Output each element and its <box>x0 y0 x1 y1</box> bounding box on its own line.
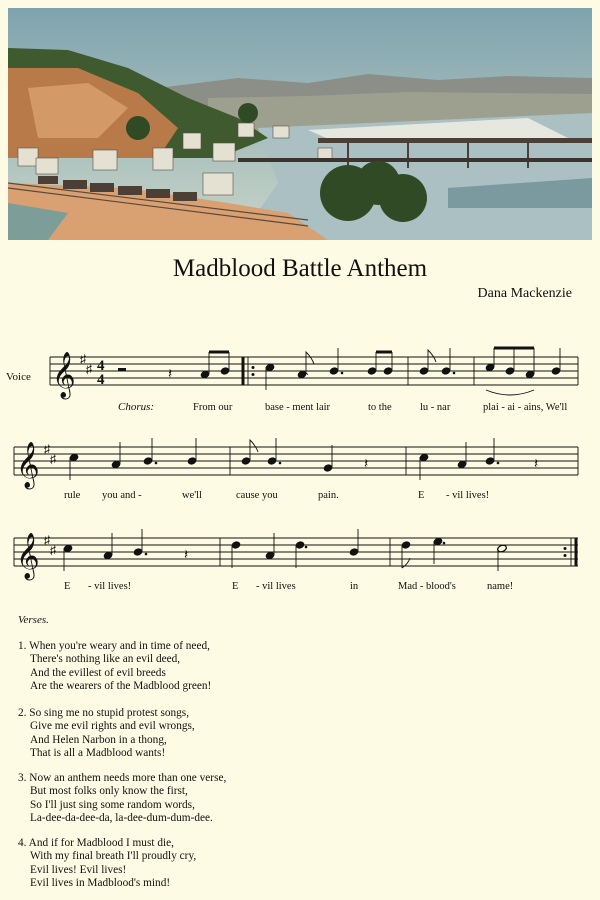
sharp-icon: ♯ <box>50 543 56 557</box>
time-signature-bottom: 4 <box>97 372 105 388</box>
quarter-rest: 𝄽 <box>364 457 369 472</box>
verse-line: And Helen Narbon in a thong, <box>30 733 167 746</box>
quarter-rest: 𝄽 <box>534 457 539 472</box>
lyric-syllable: E <box>232 581 239 592</box>
sharp-icon: ♯ <box>86 362 92 376</box>
note-group <box>231 529 359 568</box>
lyric-syllable: Mad - blood's <box>398 581 456 592</box>
verse-line: 4. And if for Madblood I must die, <box>18 837 174 849</box>
time-signature-top: 4 <box>97 358 105 374</box>
verse-1 <box>18 640 211 694</box>
note-group <box>419 438 499 480</box>
sharp-icon: ♯ <box>44 442 50 456</box>
verse-line: 1. When you're weary and in time of need, <box>18 640 210 652</box>
lyric-syllable: name! <box>487 581 514 592</box>
lyric-syllable: - vil lives! <box>88 581 132 592</box>
treble-clef-icon: 𝄞 <box>16 442 40 487</box>
half-rest <box>118 368 126 371</box>
sharp-icon: ♯ <box>80 352 86 366</box>
lyric-syllable: to the <box>368 402 392 413</box>
verse-line: So I'll just sing some random words, <box>30 798 195 811</box>
lyric-syllable: lu - nar <box>420 402 451 413</box>
sharp-icon: ♯ <box>50 452 56 466</box>
verse-line: And the evillest of evil breeds <box>30 666 166 679</box>
landscape-illustration <box>8 8 592 240</box>
treble-clef-icon: 𝄞 <box>52 352 76 397</box>
verse-3 <box>18 772 226 826</box>
note-group <box>485 348 561 395</box>
verse-line: 2. So sing me no stupid protest songs, <box>18 707 190 719</box>
verse-line: Are the wearers of the Madblood green! <box>30 680 212 693</box>
lyric-syllable: cause you <box>236 490 278 501</box>
note-group <box>200 352 230 379</box>
verses-heading: Verses. <box>18 614 49 626</box>
note-group <box>241 438 333 472</box>
lyric-syllable: in <box>350 581 359 592</box>
song-title: Madblood Battle Anthem <box>172 255 428 282</box>
quarter-rest: 𝄽 <box>184 548 189 563</box>
instrument-label: Voice <box>6 371 31 383</box>
lyric-syllable: plai - ai - ains, We'll <box>483 402 568 413</box>
note-group <box>63 529 147 571</box>
lyric-syllable: base - ment lair <box>265 402 331 413</box>
lyric-syllable: - vil lives! <box>446 490 490 501</box>
verse-line: La-dee-da-dee-da, la-dee-dum-dum-dee. <box>30 812 213 825</box>
lyric-syllable: E <box>418 490 425 501</box>
verse-line: Give me evil rights and evil wrongs, <box>30 720 195 733</box>
verse-2 <box>18 707 195 761</box>
lyric-syllable: From our <box>193 402 233 413</box>
note-group <box>265 348 393 390</box>
staff-1 <box>50 357 578 385</box>
sharp-icon: ♯ <box>44 533 50 547</box>
quarter-rest: 𝄽 <box>168 367 173 382</box>
lyric-syllable: we'll <box>182 490 202 501</box>
verse-line: But most folks only know the first, <box>30 785 188 798</box>
verse-line: There's nothing like an evil deed, <box>30 653 181 666</box>
treble-clef-icon: 𝄞 <box>16 533 40 578</box>
verse-line: With my final breath I'll proudly cry, <box>30 850 197 863</box>
lyric-syllable: you and - <box>102 490 142 501</box>
verse-line: Evil lives! Evil lives! <box>30 863 127 876</box>
note-group <box>69 438 197 480</box>
lyric-syllable: pain. <box>318 490 339 501</box>
lyric-syllable: E <box>64 581 71 592</box>
chorus-label: Chorus: <box>118 401 155 413</box>
music-score <box>0 330 600 610</box>
lyric-syllable: - vil lives <box>256 581 296 592</box>
lyric-syllable: rule <box>64 490 81 501</box>
verse-line: 3. Now an anthem needs more than one verse, <box>18 772 227 784</box>
verse-4 <box>18 837 196 891</box>
composer-name: Dana Mackenzie <box>477 286 572 301</box>
verse-line: Evil lives in Madblood's mind! <box>30 877 171 890</box>
verse-line: That is all a Madblood wants! <box>30 747 166 760</box>
